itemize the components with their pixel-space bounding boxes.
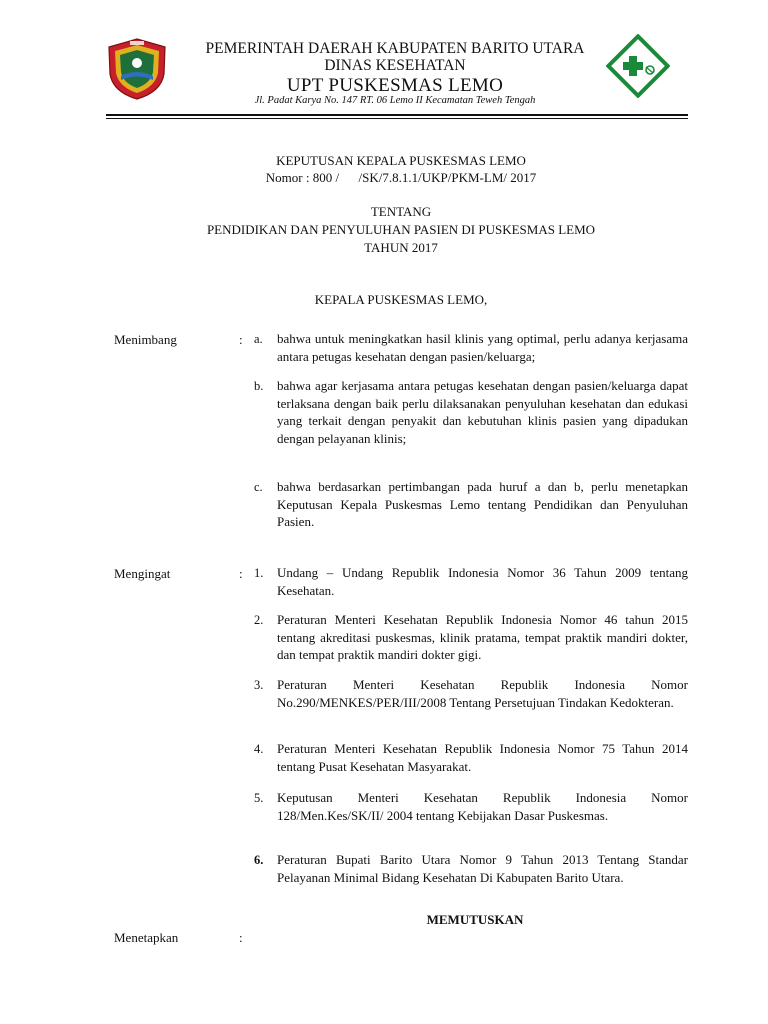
mengingat-item-mark: 3. <box>254 678 264 692</box>
mengingat-item-mark: 1. <box>254 566 264 580</box>
mengingat-item-mark: 4. <box>254 742 264 756</box>
mengingat-item-mark: 2. <box>254 613 264 627</box>
mengingat-label: Mengingat <box>114 566 171 581</box>
decree-year: TAHUN 2017 <box>364 240 438 255</box>
header-government-name: PEMERINTAH DAERAH KABUPATEN BARITO UTARA <box>205 40 585 57</box>
menimbang-colon: : <box>239 332 243 347</box>
mengingat-item-mark: 6. <box>254 853 264 867</box>
menimbang-label: Menimbang <box>114 332 177 347</box>
decree-title: KEPUTUSAN KEPALA PUSKESMAS LEMO <box>276 153 526 168</box>
menetapkan-label: Menetapkan <box>114 930 179 945</box>
decree-number: Nomor : 800 / /SK/7.8.1.1/UKP/PKM-LM/ 2017 <box>265 170 537 185</box>
decree-tentang: TENTANG <box>370 204 432 219</box>
header-unit-name: UPT PUSKESMAS LEMO <box>286 75 504 96</box>
menimbang-item-text: bahwa berdasarkan pertimbangan pada huruf a dan b, perlu menetapkan Keputusan Kepala Puskesmas Lemo tentang Pendidikan dan Penyuluhan Pasien. <box>277 479 688 529</box>
menimbang-item-text: bahwa agar kerjasama antara petugas kesehatan dengan pasien/keluarga dapat terlaksana dengan baik perlu dilaksanakan penyuluhan kesehatan dan edukasi yang terkait dengan penyakit dan kebutuhan klinis pasien yang dipadukan dengan pelayanan klinis; <box>277 378 688 446</box>
mengingat-item-text: Peraturan Menteri Kesehatan Republik Indonesia Nomor 75 Tahun 2014 tentang Pusat Kesehatan Masyarakat. <box>277 741 688 774</box>
letterhead-divider-thin <box>106 118 688 119</box>
menetapkan-colon: : <box>239 930 243 945</box>
header-agency-name: DINAS KESEHATAN <box>324 57 466 74</box>
mengingat-colon: : <box>239 566 243 581</box>
mengingat-item-text: Peraturan Menteri Kesehatan Republik Indonesia Nomor No.290/MENKES/PER/III/2008 Tentang Persetujuan Tindakan Kedokteran. <box>277 677 688 710</box>
mengingat-item-text: Peraturan Bupati Barito Utara Nomor 9 Tahun 2013 Tentang Standar Pelayanan Minimal Bidang Kesehatan Di Kabupaten Barito Utara. <box>277 852 688 885</box>
menimbang-item-mark: c. <box>254 480 263 494</box>
memutuskan-heading: MEMUTUSKAN <box>426 912 524 927</box>
mengingat-item-text: Peraturan Menteri Kesehatan Republik Indonesia Nomor 46 tahun 2015 tentang akreditasi puskesmas, klinik pratama, tempat praktik mandiri dokter, dan tempat praktik mandiri dokter gigi. <box>277 612 688 662</box>
official-title: KEPALA PUSKESMAS LEMO, <box>314 292 488 307</box>
mengingat-item-text: Keputusan Menteri Kesehatan Republik Indonesia Nomor 128/Men.Kes/SK/II/ 2004 tentang Kebijakan Dasar Puskesmas. <box>277 790 688 823</box>
mengingat-item-mark: 5. <box>254 791 264 805</box>
puskesmas-logo-icon <box>606 34 670 98</box>
menimbang-item-text: bahwa untuk meningkatkan hasil klinis yang optimal, perlu adanya kerjasama antara petugas kesehatan dengan pasien/keluarga; <box>277 331 688 364</box>
decree-subject: PENDIDIKAN DAN PENYULUHAN PASIEN DI PUSKESMAS LEMO <box>206 222 596 237</box>
menimbang-item-mark: a. <box>254 332 263 346</box>
menimbang-item-mark: b. <box>254 379 264 393</box>
mengingat-item-text: Undang – Undang Republik Indonesia Nomor 36 Tahun 2009 tentang Kesehatan. <box>277 565 688 598</box>
letterhead-divider <box>106 114 688 116</box>
header-address: Jl. Padat Karya No. 147 RT. 06 Lemo II Kecamatan Teweh Tengah <box>254 95 536 106</box>
